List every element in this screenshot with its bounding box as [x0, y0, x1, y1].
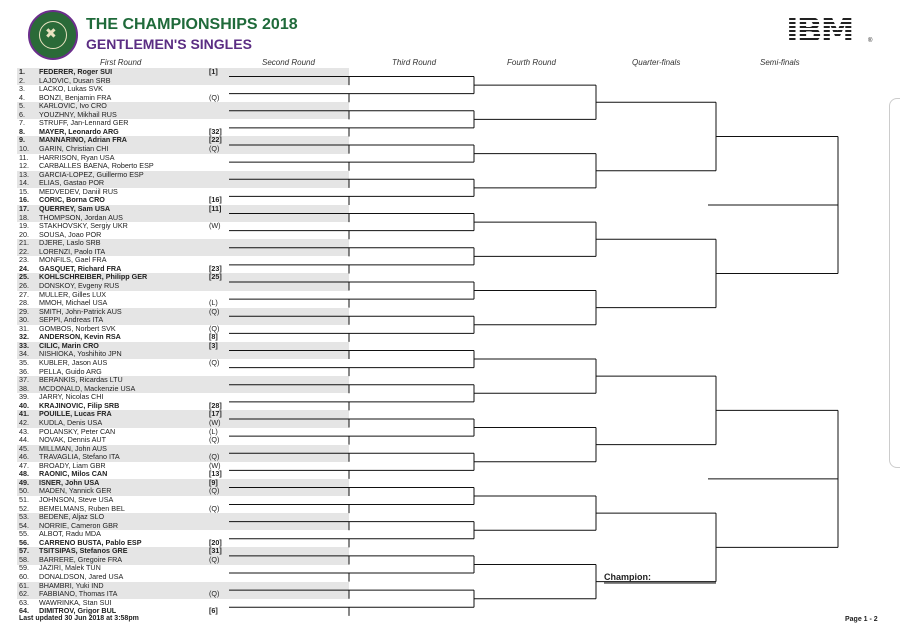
- player-name: DJERE, Laslo SRB: [39, 238, 101, 248]
- player-name: KUBLER, Jason AUS: [39, 358, 108, 368]
- player-name: JARRY, Nicolas CHI: [39, 392, 104, 402]
- player-name: STRUFF, Jan-Lennard GER: [39, 118, 129, 128]
- player-seed: (W): [209, 221, 221, 231]
- entry-number: 40.: [19, 400, 29, 410]
- entry-number: 5.: [19, 101, 25, 111]
- player-name: YOUZHNY, Mikhail RUS: [39, 109, 117, 119]
- entry-number: 64.: [19, 606, 29, 616]
- player-name: POUILLE, Lucas FRA: [39, 409, 112, 419]
- entry-number: 2.: [19, 75, 25, 85]
- player-seed: (Q): [209, 358, 220, 368]
- entry-number: 45.: [19, 443, 29, 453]
- player-seed: [1]: [209, 67, 218, 76]
- player-name: KARLOVIC, Ivo CRO: [39, 101, 107, 111]
- entry-number: 62.: [19, 589, 29, 599]
- player-seed: (W): [209, 417, 221, 427]
- entry-number: 47.: [19, 460, 29, 470]
- entry-number: 26.: [19, 281, 29, 290]
- player-name: THOMPSON, Jordan AUS: [39, 212, 123, 222]
- entry-number: 24.: [19, 263, 29, 273]
- round-header-fourth: Fourth Round: [507, 58, 556, 67]
- player-name: BARRERE, Gregoire FRA: [39, 554, 123, 564]
- player-seed: [6]: [209, 606, 218, 616]
- entry-number: 61.: [19, 580, 29, 590]
- entry-number: 50.: [19, 486, 29, 496]
- player-name: DIMITROV, Grigor BUL: [39, 606, 117, 616]
- entry-number: 30.: [19, 315, 29, 325]
- entry-number: 53.: [19, 512, 29, 522]
- entry-number: 11.: [19, 152, 29, 162]
- player-name: STAKHOVSKY, Sergiy UKR: [39, 221, 128, 231]
- entry-number: 38.: [19, 383, 29, 393]
- player-seed: [8]: [209, 332, 218, 342]
- entry-number: 57.: [19, 546, 29, 556]
- ibm-logo: IBM: [786, 11, 853, 51]
- entry-number: 27.: [19, 289, 29, 299]
- player-seed: (Q): [209, 503, 220, 513]
- player-name: KOHLSCHREIBER, Philipp GER: [39, 272, 148, 282]
- player-name: MMOH, Michael USA: [39, 298, 108, 308]
- entry-number: 22.: [19, 246, 29, 256]
- entry-number: 28.: [19, 298, 29, 308]
- player-name: CARRENO BUSTA, Pablo ESP: [39, 537, 142, 547]
- player-seed: [22]: [209, 135, 222, 145]
- entry-number: 3.: [19, 84, 25, 94]
- entry-number: 23.: [19, 255, 29, 265]
- player-seed: (Q): [209, 92, 220, 102]
- entry-number: 60.: [19, 572, 29, 582]
- entry-number: 4.: [19, 92, 25, 102]
- entry-number: 29.: [19, 306, 29, 316]
- player-seed: [31]: [209, 546, 222, 556]
- player-name: BHAMBRI, Yuki IND: [39, 580, 104, 590]
- player-name: GASQUET, Richard FRA: [39, 263, 122, 273]
- wimbledon-logo: ✖: [28, 10, 78, 60]
- entry-number: 44.: [19, 435, 29, 445]
- entry-number: 19.: [19, 221, 29, 231]
- player-name: NOVAK, Dennis AUT: [39, 435, 106, 445]
- entry-number: 12.: [19, 161, 29, 171]
- player-name: MILLMAN, John AUS: [39, 443, 107, 453]
- player-name: BONZI, Benjamin FRA: [39, 92, 112, 102]
- player-name: MULLER, Gilles LUX: [39, 289, 107, 299]
- entry-number: 31.: [19, 323, 29, 333]
- entry-number: 55.: [19, 529, 29, 539]
- entry-number: 10.: [19, 144, 29, 154]
- entry-number: 17.: [19, 203, 29, 213]
- player-name: POLANSKY, Peter CAN: [39, 426, 116, 436]
- player-name: WAWRINKA, Stan SUI: [39, 597, 112, 607]
- entry-number: 21.: [19, 238, 29, 248]
- last-updated: Last updated 30 Jun 2018 at 3:58pm: [19, 615, 139, 622]
- entry-number: 56.: [19, 537, 29, 547]
- player-name: LACKO, Lukas SVK: [39, 84, 103, 94]
- player-name: HARRISON, Ryan USA: [39, 152, 115, 162]
- player-name: BROADY, Liam GBR: [39, 460, 106, 470]
- player-name: ALBOT, Radu MDA: [39, 529, 101, 539]
- entry-number: 9.: [19, 135, 25, 145]
- player-name: NISHIOKA, Yoshihito JPN: [39, 349, 122, 359]
- page-title: THE CHAMPIONSHIPS 2018: [86, 16, 298, 33]
- registered-mark-icon: ®: [868, 38, 873, 44]
- player-seed: (L): [209, 426, 218, 436]
- player-name: BERANKIS, Ricardas LTU: [39, 375, 123, 385]
- player-name: GARIN, Christian CHI: [39, 144, 109, 154]
- player-name: SEPPI, Andreas ITA: [39, 315, 104, 325]
- player-name: CORIC, Borna CRO: [39, 195, 105, 205]
- entry-number: 8.: [19, 126, 25, 136]
- player-seed: [3]: [209, 340, 218, 350]
- round-header-first: First Round: [100, 58, 142, 67]
- round-header-second: Second Round: [262, 58, 315, 67]
- player-seed: [11]: [209, 203, 222, 213]
- player-seed: (Q): [209, 323, 220, 333]
- entry-number: 37.: [19, 375, 29, 385]
- player-name: CILIC, Marin CRO: [39, 340, 99, 350]
- page-subtitle: GENTLEMEN'S SINGLES: [86, 36, 252, 52]
- player-seed: (Q): [209, 554, 220, 564]
- player-seed: (Q): [209, 486, 220, 496]
- entry-number: 54.: [19, 520, 29, 530]
- player-name: RAONIC, Milos CAN: [39, 469, 108, 479]
- player-name: MCDONALD, Mackenzie USA: [39, 383, 136, 393]
- round-header-semifinals: Semi-finals: [760, 58, 800, 67]
- player-seed: (Q): [209, 435, 220, 445]
- entry-number: 51.: [19, 495, 29, 504]
- entry-number: 15.: [19, 186, 29, 196]
- player-name: JOHNSON, Steve USA: [39, 495, 114, 504]
- player-name: ELIAS, Gastao POR: [39, 178, 105, 188]
- player-seed: [25]: [209, 272, 222, 282]
- round-header-quarterfinals: Quarter-finals: [632, 58, 681, 67]
- player-name: QUERREY, Sam USA: [39, 203, 111, 213]
- player-name: LAJOVIC, Dusan SRB: [39, 75, 111, 85]
- player-seed: [28]: [209, 400, 222, 410]
- entry-number: 14.: [19, 178, 29, 188]
- entry-number: 16.: [19, 195, 29, 205]
- player-seed: [9]: [209, 477, 218, 487]
- player-name: MANNARINO, Adrian FRA: [39, 135, 127, 145]
- page-number: Page 1 - 2: [845, 616, 878, 623]
- entry-number: 6.: [19, 109, 25, 119]
- player-name: JAZIRI, Malek TUN: [39, 563, 101, 573]
- player-name: MONFILS, Gael FRA: [39, 255, 107, 265]
- player-name: BEDENE, Aljaz SLO: [39, 512, 105, 522]
- player-name: PELLA, Guido ARG: [39, 366, 102, 376]
- player-name: TSITSIPAS, Stefanos GRE: [39, 546, 128, 556]
- player-name: SOUSA, Joao POR: [39, 229, 102, 239]
- player-seed: [32]: [209, 126, 222, 136]
- entry-number: 36.: [19, 366, 29, 376]
- player-seed: [23]: [209, 263, 222, 273]
- entry-number: 63.: [19, 597, 29, 607]
- entry-number: 13.: [19, 169, 29, 179]
- player-name: MEDVEDEV, Daniil RUS: [39, 186, 118, 196]
- entry-number: 52.: [19, 503, 29, 513]
- player-name: NORRIE, Cameron GBR: [39, 520, 119, 530]
- player-name: GOMBOS, Norbert SVK: [39, 323, 116, 333]
- entry-number: 35.: [19, 358, 29, 368]
- player-name: KUDLA, Denis USA: [39, 417, 103, 427]
- player-seed: (Q): [209, 144, 220, 154]
- entry-number: 18.: [19, 212, 29, 222]
- player-seed: (W): [209, 460, 221, 470]
- player-name: FABBIANO, Thomas ITA: [39, 589, 118, 599]
- entry-number: 34.: [19, 349, 29, 359]
- player-name: FEDERER, Roger SUI: [39, 67, 113, 76]
- player-seed: [17]: [209, 409, 222, 419]
- player-name: KRAJINOVIC, Filip SRB: [39, 400, 120, 410]
- entry-number: 42.: [19, 417, 29, 427]
- entry-number: 32.: [19, 332, 29, 342]
- player-seed: (L): [209, 298, 218, 308]
- player-name: GARCIA-LOPEZ, Guillermo ESP: [39, 169, 144, 179]
- player-seed: [20]: [209, 537, 222, 547]
- player-seed: (Q): [209, 452, 220, 462]
- entry-number: 7.: [19, 118, 25, 128]
- player-name: DONALDSON, Jared USA: [39, 572, 124, 582]
- round-header-third: Third Round: [392, 58, 437, 67]
- player-name: MAYER, Leonardo ARG: [39, 126, 119, 136]
- entry-number: 39.: [19, 392, 29, 402]
- entry-number: 48.: [19, 469, 29, 479]
- entry-number: 41.: [19, 409, 29, 419]
- player-name: TRAVAGLIA, Stefano ITA: [39, 452, 120, 462]
- player-name: MADEN, Yannick GER: [39, 486, 112, 496]
- entry-number: 46.: [19, 452, 29, 462]
- entry-number: 43.: [19, 426, 29, 436]
- player-name: BEMELMANS, Ruben BEL: [39, 503, 125, 513]
- player-seed: (Q): [209, 589, 220, 599]
- player-seed: (Q): [209, 306, 220, 316]
- entry-number: 20.: [19, 229, 29, 239]
- player-seed: [13]: [209, 469, 222, 479]
- player-name: LORENZI, Paolo ITA: [39, 246, 106, 256]
- player-name: ISNER, John USA: [39, 477, 100, 487]
- player-name: CARBALLES BAENA, Roberto ESP: [39, 161, 154, 171]
- entry-number: 58.: [19, 554, 29, 564]
- champion-label: Champion:: [604, 572, 651, 582]
- side-panel: [889, 98, 900, 468]
- player-name: DONSKOY, Evgeny RUS: [39, 281, 120, 290]
- entry-number: 59.: [19, 563, 29, 573]
- player-name: ANDERSON, Kevin RSA: [39, 332, 121, 342]
- player-seed: [16]: [209, 195, 222, 205]
- entry-number: 25.: [19, 272, 29, 282]
- entry-number: 49.: [19, 477, 29, 487]
- player-name: SMITH, John-Patrick AUS: [39, 306, 122, 316]
- entry-number: 33.: [19, 340, 29, 350]
- entry-number: 1.: [19, 67, 25, 76]
